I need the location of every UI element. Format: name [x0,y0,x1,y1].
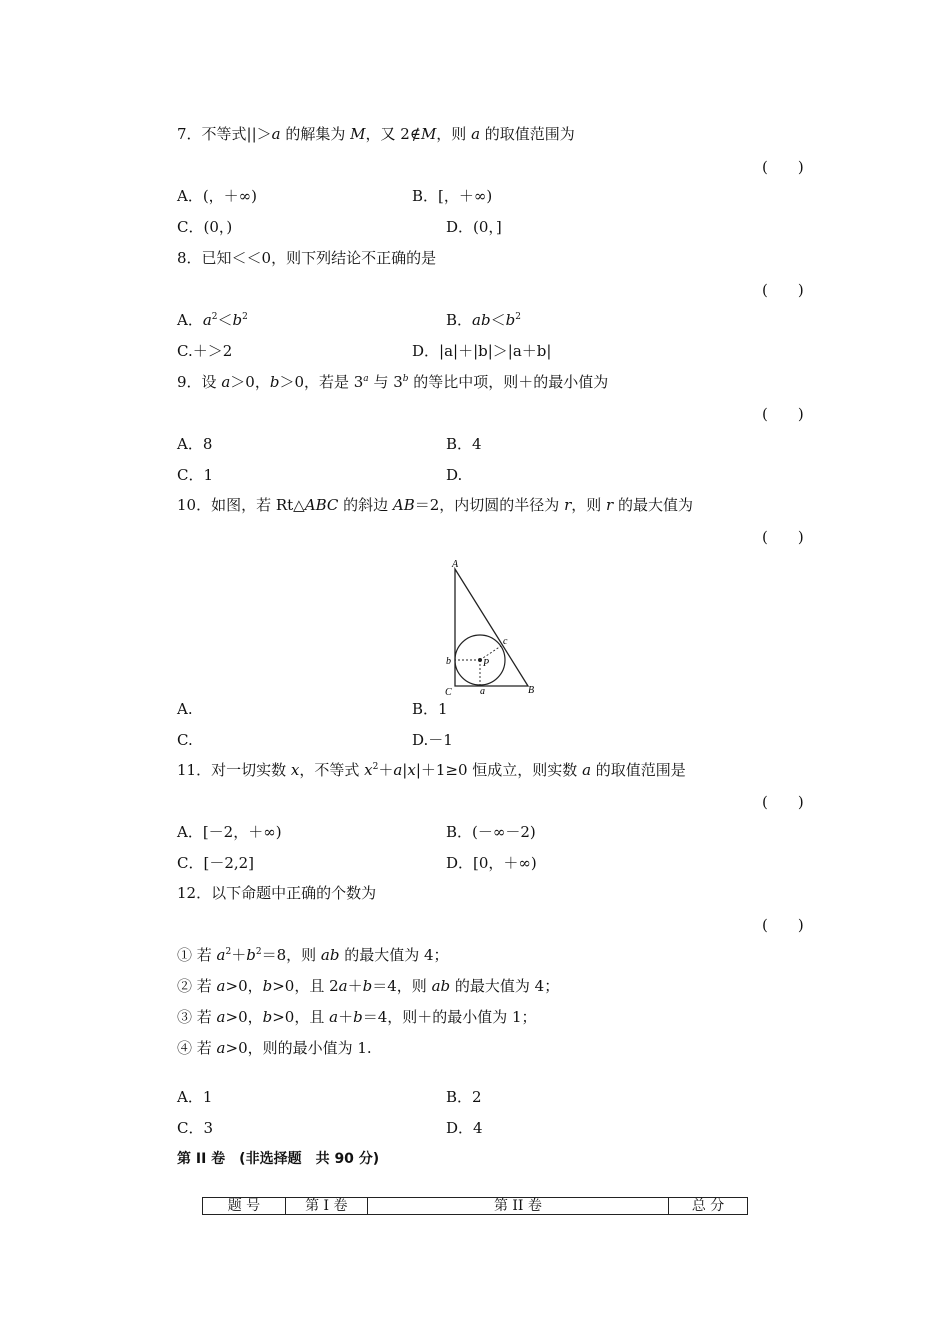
question-8-stem: 8．已知＜＜0，则下列结论不正确的是 [177,249,437,267]
score-table-header-row [203,1198,748,1215]
label-B: B [528,685,535,696]
option-11a: A．[－2，＋∞) [177,823,282,841]
label-c: c [503,636,508,647]
score-header-total: 总 分 [669,1198,748,1215]
answer-blank-8: ( ) [762,281,804,299]
triangle-abc [455,569,528,686]
option-11b: B．(－∞－2) [446,823,536,841]
option-11d: D．[0，＋∞) [446,854,537,872]
option-9a: A．8 [177,435,213,453]
question-10-stem: 10．如图，若 Rt△ABC 的斜边 AB＝2，内切圆的半径为 r，则 r 的最大值为 [177,496,693,514]
option-12b: B．2 [446,1088,482,1106]
option-10b: B．1 [412,700,448,718]
option-12a: A．1 [177,1088,213,1106]
question-9-stem: 9．设 a＞0，b＞0，若是 3$^a$ 与 3$^b$ 的等比中项，则＋的最小值为 [177,373,609,391]
option-10d: D.－1 [412,731,453,749]
option-12c: C．3 [177,1119,214,1137]
proposition-2: ② 若 a>0，b>0，且 2a＋b＝4，则 ab 的最大值为 4； [177,977,560,995]
option-8d: D．|a|＋|b|＞|a＋b| [412,342,552,360]
option-7a: A．(，＋∞) [177,187,258,205]
section-title: 第 II 卷 (非选择题 共 90 分) [177,1151,380,1167]
proposition-4: ④ 若 a>0，则的最小值为 1. [177,1039,372,1057]
label-b: b [446,656,451,667]
center-p [478,658,482,662]
incircle-triangle-figure [440,556,550,698]
answer-blank-10: ( ) [762,528,804,546]
score-header-part-2: 第 II 卷 [367,1198,668,1215]
option-11c: C．[－2,2] [177,854,255,872]
proposition-1: ① 若 $a^2+b^2=8$，则 ab 的最大值为 4； [177,946,449,964]
option-10a: A. [177,700,193,718]
score-table [202,1197,748,1215]
score-header-part-1: 第 I 卷 [285,1198,367,1215]
option-7c: C．(0，) [177,218,233,236]
option-9d: D. [446,466,463,484]
label-C: C [445,687,452,698]
proposition-3: ③ 若 a>0，b>0，且 a＋b＝4，则＋的最小值为 1； [177,1008,537,1026]
option-7d: D．(0，] [446,218,502,236]
option-9c: C．1 [177,466,214,484]
answer-blank-12: ( ) [762,916,804,934]
question-7-stem: 7．不等式||＞a 的解集为 M，又 2∉M，则 a 的取值范围为 [177,125,575,143]
option-7b: B．[，＋∞) [412,187,493,205]
option-8c: C.＋＞2 [177,342,233,360]
question-11-stem: 11．对一切实数 x，不等式 $x^2+a|x|+1\ge 0$ 恒成立，则实数 a 的取值范围是 [177,761,686,779]
answer-blank-11: ( ) [762,793,804,811]
option-8b: B．$ab<b^2$ [446,311,521,329]
option-10c: C. [177,731,193,749]
option-9b: B．4 [446,435,482,453]
label-a: a [480,686,485,697]
question-12-stem: 12．以下命题中正确的个数为 [177,884,377,902]
label-A: A [452,559,459,570]
answer-blank-7: ( ) [762,158,804,176]
option-12d: D．4 [446,1119,483,1137]
label-P: P [483,658,490,669]
option-8a: A．$a^2<b^2$ [177,311,248,329]
score-header-question-no: 题 号 [203,1198,286,1215]
answer-blank-9: ( ) [762,405,804,423]
